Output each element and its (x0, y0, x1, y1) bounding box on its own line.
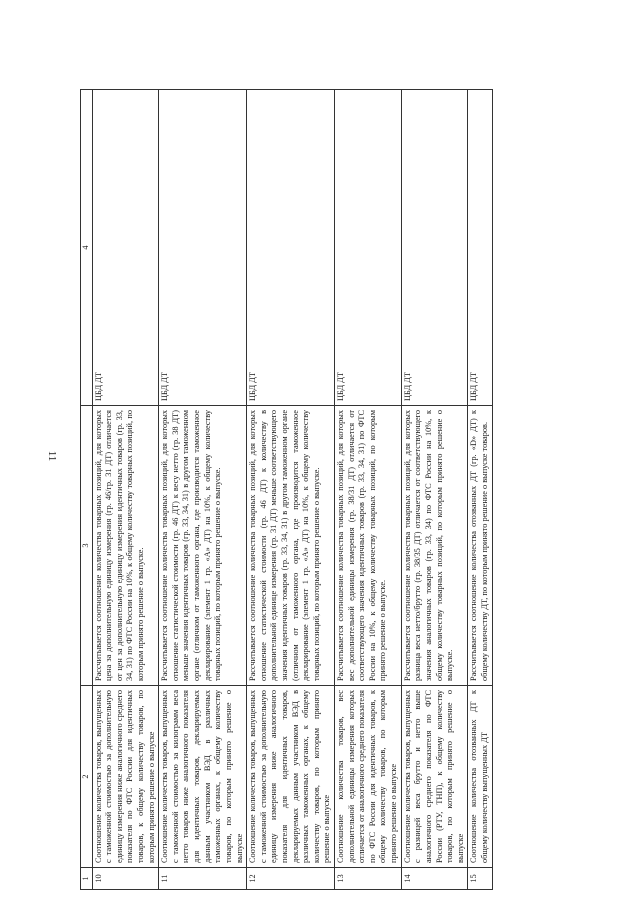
calculation-method: Рассчитывается соотношение количества товарных позиций, для которых вес дополнительной единицы измерения (гр. 38/31 ДТ) отличается от соответствующего значения идентичных товаров (гр. 33, 34, 31) по ФТС России на 10%, к общему количеству товарных позиций, по которым принято решение о выпуске. (335, 406, 402, 686)
rotated-document (80, 90, 600, 890)
row-number: 14 (401, 868, 468, 890)
calculation-method: Рассчитывается соотношение количества отозванных ДТ (гр. «D» ДТ) к общему количеству ДТ, по которым принято решение о выпуске товаров. (468, 406, 492, 686)
table-row (401, 90, 468, 890)
column-number-2: 2 (81, 686, 93, 868)
column-number-3: 3 (81, 406, 93, 686)
data-source: ЦБД ДТ (335, 90, 402, 406)
indicator-text: Соотношение количества товаров, выпущенных с таможенной стоимостью за дополнительную единицу измерения ниже аналогичного среднего показателя по ФТС России для идентичных товаров, к общему количеству товаров, по которым принято решение о выпуске (92, 686, 159, 868)
table-row (92, 90, 159, 890)
calculation-method: Рассчитывается соотношение количества товарных позиций, для которых отношение статистической стоимости (гр. 46 ДТ) к весу нетто (гр. 38 ДТ) меньше значения идентичных товаров (гр. 33, 34, 31) в другом таможенном органе (отличном от таможенного органа, где производится таможенное декларирование (элемент 1 гр. «А» ДТ) на 10%, к общему количеству товарных позиций, по которым принято решение о выпуске. (159, 406, 247, 686)
row-number: 11 (159, 868, 247, 890)
row-number: 12 (247, 868, 335, 890)
row-number: 13 (335, 868, 402, 890)
indicator-text: Соотношение количества товаров, вес дополнительной единицы измерения которых отличается от аналогичного среднего показателя по ФТС России для идентичных товаров, к общему количеству товаров, по которым принято решение о выпуске (335, 686, 402, 868)
data-source: ЦБД ДТ (468, 90, 492, 406)
indicator-text: Соотношение количества отозванных ДТ к общему количеству выпущенных ДТ (468, 686, 492, 868)
table-row (335, 90, 402, 890)
calculation-method: Рассчитывается соотношение количества товарных позиций, для которых отношение статистической стоимости (гр. 46 ДТ) к количеству в дополнительной единице измерения (гр. 31 ДТ) меньше соответствующего значения идентичных товаров (гр. 33, 34, 31) в другом таможенном органе (отличном от таможенного органа, где производится таможенное декларирование (элемент 1 гр. «А» ДТ) на 10%, к общему количеству товарных позиций, по которым принято решение о выпуске. (247, 406, 335, 686)
data-source: ЦБД ДТ (401, 90, 468, 406)
indicators-table (80, 89, 493, 890)
table-row (468, 90, 492, 890)
data-source: ЦБД ДТ (247, 90, 335, 406)
data-source: ЦБД ДТ (159, 90, 247, 406)
column-number-row (81, 90, 93, 890)
column-number-1: 1 (81, 868, 93, 890)
calculation-method: Рассчитывается соотношение количества товарных позиций, для которых разница веса нетто/брутто (гр. 38/35 ДТ) отличается от соответствующего значения аналогичных товаров (гр. 33, 34) по ФТС России на 10%, к общему количеству товарных позиций, по которым принято решение о выпуске. (401, 406, 468, 686)
row-number: 10 (92, 868, 159, 890)
data-source: ЦБД ДТ (92, 90, 159, 406)
indicator-text: Соотношение количества товаров, выпущенных с таможенной стоимостью за килограмм веса нетто товаров ниже аналогичного показателя для идентичных товаров, декларируемых данным участником ВЭД в различных таможенных органах, к общему количеству товаров, по которым принято решение о выпуске (159, 686, 247, 868)
calculation-method: Рассчитывается соотношение количества товарных позиций, для которых цена за дополнительную единицу измерения (гр. 46/гр. 31 ДТ) отличается от цен за дополнительную единицу измерения идентичных товаров (гр. 33, 34, 31) по ФТС России на 10%, к общему количеству товарных позиций, по которым принято решение о выпуске. (92, 406, 159, 686)
table-row (159, 90, 247, 890)
table-row (247, 90, 335, 890)
page-number: 11 (46, 450, 58, 462)
indicator-text: Соотношение количества товаров, выпущенных с таможенной стоимостью за дополнительную единицу измерения ниже аналогичного показателя для идентичных товаров, декларируемых данным участником ВЭД в различных таможенных органах, к общему количеству товаров, по которым принято решение о выпуске (247, 686, 335, 868)
row-number: 15 (468, 868, 492, 890)
column-number-4: 4 (81, 90, 93, 406)
indicator-text: Соотношение количества товаров, выпущенных с разницей веса брутто и нетто выше аналогичного среднего показателя по ФТС России (РТУ, ТНП), к общему количеству товаров, по которым принято решение о выпуске (401, 686, 468, 868)
